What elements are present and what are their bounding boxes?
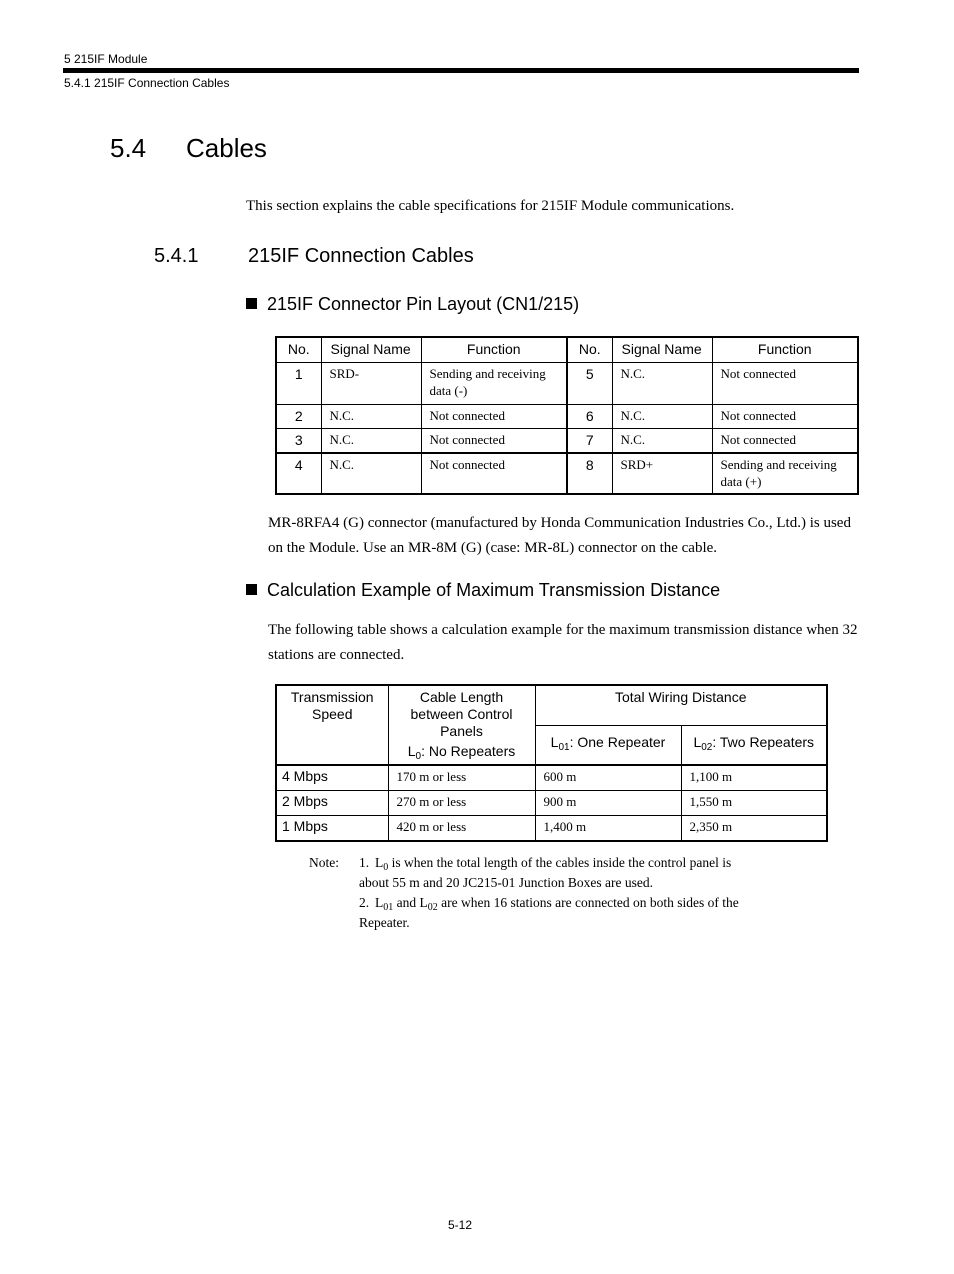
subsection-title <box>154 245 474 268</box>
table-row <box>276 405 858 429</box>
table-row <box>276 791 827 816</box>
note-index: 1. <box>359 855 370 870</box>
column-header: Function <box>421 337 567 363</box>
table-row <box>276 765 827 791</box>
pin-number: 1 <box>276 363 321 405</box>
l0-cell: 170 m or less <box>388 765 535 791</box>
column-header-l02: $L_{02}$: Two Repeaters <box>681 725 827 765</box>
pin-number: 3 <box>276 429 321 453</box>
note-1-continued: about 55 m and 20 JC215-01 Junction Boxes are used. <box>359 875 653 890</box>
table-row <box>276 429 858 453</box>
l0-cell: 270 m or less <box>388 791 535 816</box>
table-row <box>276 453 858 494</box>
pin-function: Not connected <box>712 429 858 453</box>
calc-heading <box>246 580 720 601</box>
square-bullet-icon <box>246 298 257 309</box>
section-title <box>110 133 267 164</box>
column-header-total: Total Wiring Distance <box>535 685 827 725</box>
speed-cell: 1 Mbps <box>276 816 388 842</box>
speed-cell: 2 Mbps <box>276 791 388 816</box>
signal-name: SRD+ <box>612 453 712 494</box>
pin-number: 7 <box>567 429 612 453</box>
pin-layout-heading <box>246 294 579 315</box>
table-row <box>276 363 858 405</box>
l01-cell: 1,400 m <box>535 816 681 842</box>
subsection-title-text: 215IF Connection Cables <box>248 245 474 267</box>
column-header-l01: $L_{01}$: One Repeater <box>535 725 681 765</box>
column-header-length <box>388 685 535 765</box>
note-2-continued: Repeater. <box>359 915 410 930</box>
section-title-text: Cables <box>186 133 267 163</box>
note-2-text: $L_{01}$ and $L_{02}$ are when 16 stations are connected on both sides of the <box>375 895 739 913</box>
section-number: 5.4 <box>110 133 147 163</box>
table-row <box>276 816 827 842</box>
signal-name: N.C. <box>321 453 421 494</box>
pin-function: Not connected <box>712 405 858 429</box>
signal-name: N.C. <box>321 405 421 429</box>
l01-cell: 900 m <box>535 791 681 816</box>
pin-number: 6 <box>567 405 612 429</box>
pin-function: Not connected <box>421 453 567 494</box>
header-rule <box>63 68 859 73</box>
table-notes <box>309 853 739 933</box>
note-1 <box>309 853 739 873</box>
pin-function: Sending and receiving data (-) <box>421 363 567 405</box>
calc-intro: The following table shows a calculation example for the maximum transmission distance when 32 stations are connected. <box>268 622 858 663</box>
pin-layout-table <box>275 336 859 495</box>
square-bullet-icon <box>246 584 257 595</box>
subsection-number: 5.4.1 <box>154 245 199 267</box>
signal-name: SRD- <box>321 363 421 405</box>
pin-layout-heading-text: 215IF Connector Pin Layout (CN1/215) <box>267 294 580 314</box>
column-header: Signal Name <box>612 337 712 363</box>
calc-heading-text: Calculation Example of Maximum Transmission Distance <box>267 580 721 600</box>
section-intro: This section explains the cable specifications for 215IF Module communications. <box>246 198 735 214</box>
table-header-row <box>276 685 827 725</box>
pin-number: 2 <box>276 405 321 429</box>
running-header-section: 5.4.1 215IF Connection Cables <box>64 76 230 90</box>
column-header-speed: Transmission Speed <box>276 685 388 765</box>
note-1-text: $L_0$ is when the total length of the cables inside the control panel is <box>375 855 732 873</box>
l01-cell: 600 m <box>535 765 681 791</box>
l0-cell: 420 m or less <box>388 816 535 842</box>
column-header: Function <box>712 337 858 363</box>
pin-function: Sending and receiving data (+) <box>712 453 858 494</box>
length-header-text: Cable Length between Control Panels <box>410 689 513 739</box>
signal-name: N.C. <box>321 429 421 453</box>
transmission-distance-table <box>275 684 828 842</box>
pin-number: 4 <box>276 453 321 494</box>
table-header-row <box>276 337 858 363</box>
pin-number: 8 <box>567 453 612 494</box>
pin-function: Not connected <box>421 405 567 429</box>
l02-cell: 2,350 m <box>681 816 827 842</box>
note-index: 2. <box>359 895 370 910</box>
l0-header: $L_0$: No Repeaters <box>407 743 516 762</box>
signal-name: N.C. <box>612 405 712 429</box>
signal-name: N.C. <box>612 363 712 405</box>
note-2 <box>309 893 739 913</box>
signal-name: N.C. <box>612 429 712 453</box>
pin-number: 5 <box>567 363 612 405</box>
page-number: 5-12 <box>448 1218 473 1232</box>
pin-function: Not connected <box>712 363 858 405</box>
connector-note: MR-8RFA4 (G) connector (manufactured by Honda Communication Industries Co., Ltd.) is used on the Module. Use an MR-8M (G) (case: MR-8L) connector on the cable. <box>268 515 851 556</box>
speed-cell: 4 Mbps <box>276 765 388 791</box>
l02-cell: 1,550 m <box>681 791 827 816</box>
note-label: Note: <box>309 855 339 870</box>
pin-function: Not connected <box>421 429 567 453</box>
column-header: No. <box>276 337 321 363</box>
running-header-chapter: 5 215IF Module <box>64 52 148 66</box>
column-header: No. <box>567 337 612 363</box>
column-header: Signal Name <box>321 337 421 363</box>
l02-cell: 1,100 m <box>681 765 827 791</box>
